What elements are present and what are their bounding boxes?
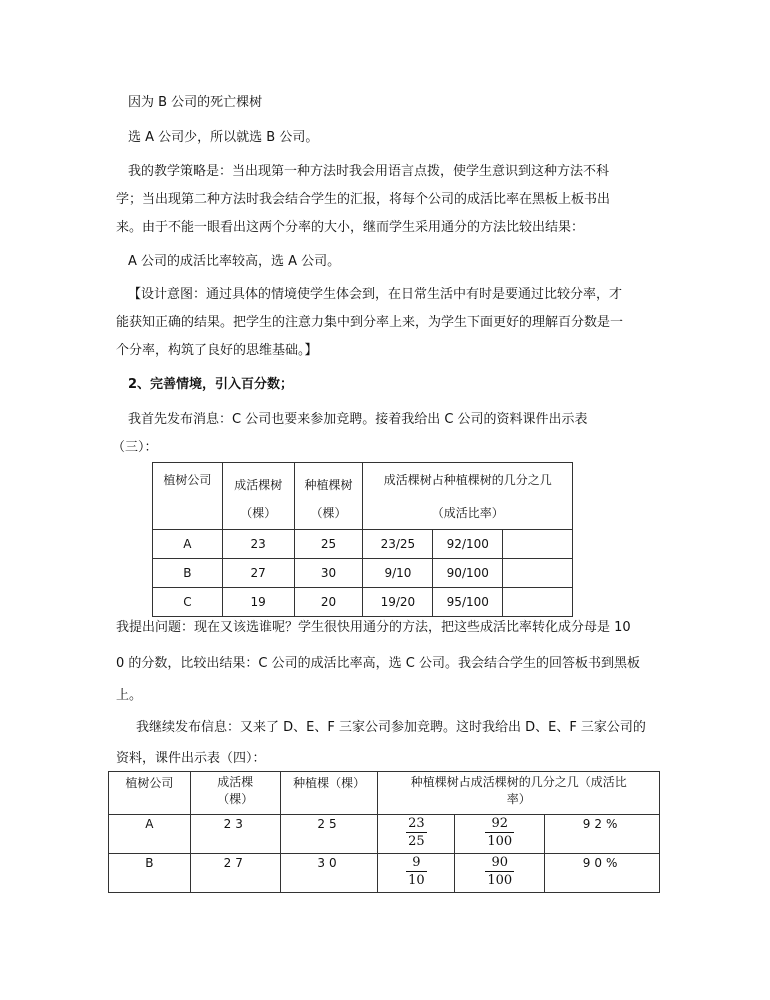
cell-company: B <box>109 854 191 893</box>
cell-hundredths: 92/100 <box>433 530 503 559</box>
cell-company: C <box>153 588 223 617</box>
paragraph-8-line-1: 我继续发布信息：又来了 D、E、F 三家公司参加竞聘。这时我给出 D、E、F 三家公司的 <box>136 720 646 735</box>
cell-planted: 30 <box>294 559 363 588</box>
paragraph-3-line-1: 我的教学策略是：当出现第一种方法时我会用语言点拨，使学生意识到这种方法不科 <box>128 164 610 179</box>
fraction-numerator: 9 <box>406 854 427 872</box>
paragraph-5-line-3: 个分率，构筑了良好的思维基础。】 <box>116 343 318 358</box>
cell-fraction: 23/25 <box>363 530 433 559</box>
fraction <box>406 815 427 850</box>
header-ratio: 种植棵树占成活棵树的几分之几（成活比 率） <box>378 772 660 815</box>
fraction-numerator: 90 <box>485 854 514 872</box>
cell-percent: 92% <box>545 815 660 854</box>
paragraph-3-line-2: 学；当出现第二种方法时我会结合学生的汇报，将每个公司的成活比率在黑板上板书出 <box>116 192 611 207</box>
header-planted: 种植棵（棵） <box>280 772 378 815</box>
section-heading: 2、完善情境，引入百分数； <box>128 377 294 392</box>
paragraph-7-line-2: 0 的分数，比较出结果：C 公司的成活比率高，选 C 公司。我会结合学生的回答板书到黑板 <box>116 656 640 671</box>
cell-fraction: 9/10 <box>363 559 433 588</box>
fraction-denominator: 100 <box>487 873 513 888</box>
paragraph-4: A 公司的成活比率较高，选 A 公司。 <box>128 254 341 269</box>
table-row <box>153 588 573 617</box>
paragraph-7-line-3: 上。 <box>116 688 143 703</box>
cell-survived: 27 <box>190 854 280 893</box>
cell-percent: 90% <box>545 854 660 893</box>
cell-survived: 27 <box>222 559 294 588</box>
fraction-denominator: 10 <box>408 873 425 888</box>
header-ratio-sub: （成活比率） <box>363 496 573 530</box>
fraction-denominator: 100 <box>487 834 513 849</box>
paragraph-7-line-1: 我提出问题：现在又该选谁呢？学生很快用通分的方法，把这些成活比率转化成分母是 10 <box>116 620 631 635</box>
table-three-header-row <box>153 463 573 497</box>
paragraph-1: 因为 B 公司的死亡棵树 <box>128 95 263 110</box>
table-row <box>109 815 660 854</box>
fraction-numerator: 23 <box>408 816 425 831</box>
table-row <box>109 854 660 893</box>
cell-fraction: 19/20 <box>363 588 433 617</box>
cell-survived: 19 <box>222 588 294 617</box>
cell-fraction <box>378 854 455 893</box>
fraction <box>485 854 514 889</box>
cell-hundredths: 95/100 <box>433 588 503 617</box>
header-company: 植树公司 <box>109 772 191 815</box>
cell-empty <box>503 530 573 559</box>
table-four <box>108 771 660 893</box>
cell-empty <box>503 588 573 617</box>
fraction-numerator: 92 <box>485 815 514 833</box>
cell-hundredths <box>455 854 545 893</box>
header-planted: 种植棵树 （棵） <box>294 463 363 530</box>
cell-survived: 23 <box>190 815 280 854</box>
paragraph-5-line-2: 能获知正确的结果。把学生的注意力集中到分率上来，为学生下面更好的理解百分数是一 <box>116 315 624 330</box>
fraction <box>485 815 514 850</box>
paragraph-3-line-3: 来。由于不能一眼看出这两个分率的大小，继而学生采用通分的方法比较出结果： <box>116 220 585 235</box>
cell-empty <box>503 559 573 588</box>
paragraph-8-line-2: 资料，课件出示表（四）： <box>116 751 266 766</box>
cell-company: B <box>153 559 223 588</box>
cell-company: A <box>153 530 223 559</box>
table-three <box>152 462 573 617</box>
paragraph-5-line-1: 【设计意图：通过具体的情境使学生体会到，在日常生活中有时是要通过比较分率，才 <box>128 287 623 302</box>
cell-fraction <box>378 815 455 854</box>
fraction <box>406 854 427 889</box>
cell-company: A <box>109 815 191 854</box>
header-company: 植树公司 <box>153 463 223 530</box>
cell-hundredths <box>455 815 545 854</box>
header-survived: 成活棵树 （棵） <box>222 463 294 530</box>
cell-planted: 20 <box>294 588 363 617</box>
table-row <box>153 559 573 588</box>
cell-planted: 25 <box>294 530 363 559</box>
header-survived: 成活棵 （棵） <box>190 772 280 815</box>
paragraph-6-line-2: （三）： <box>112 440 158 455</box>
paragraph-2: 选 A 公司少，所以就选 B 公司。 <box>128 130 319 145</box>
table-four-header-row <box>109 772 660 815</box>
cell-hundredths: 90/100 <box>433 559 503 588</box>
cell-survived: 23 <box>222 530 294 559</box>
cell-planted: 25 <box>280 815 378 854</box>
table-row <box>153 530 573 559</box>
header-ratio: 成活棵树占种植棵树的几分之几 <box>363 463 573 497</box>
paragraph-6-line-1: 我首先发布消息：C 公司也要来参加竞聘。接着我给出 C 公司的资料课件出示表 <box>128 412 588 427</box>
cell-planted: 30 <box>280 854 378 893</box>
fraction-denominator: 25 <box>408 834 425 849</box>
